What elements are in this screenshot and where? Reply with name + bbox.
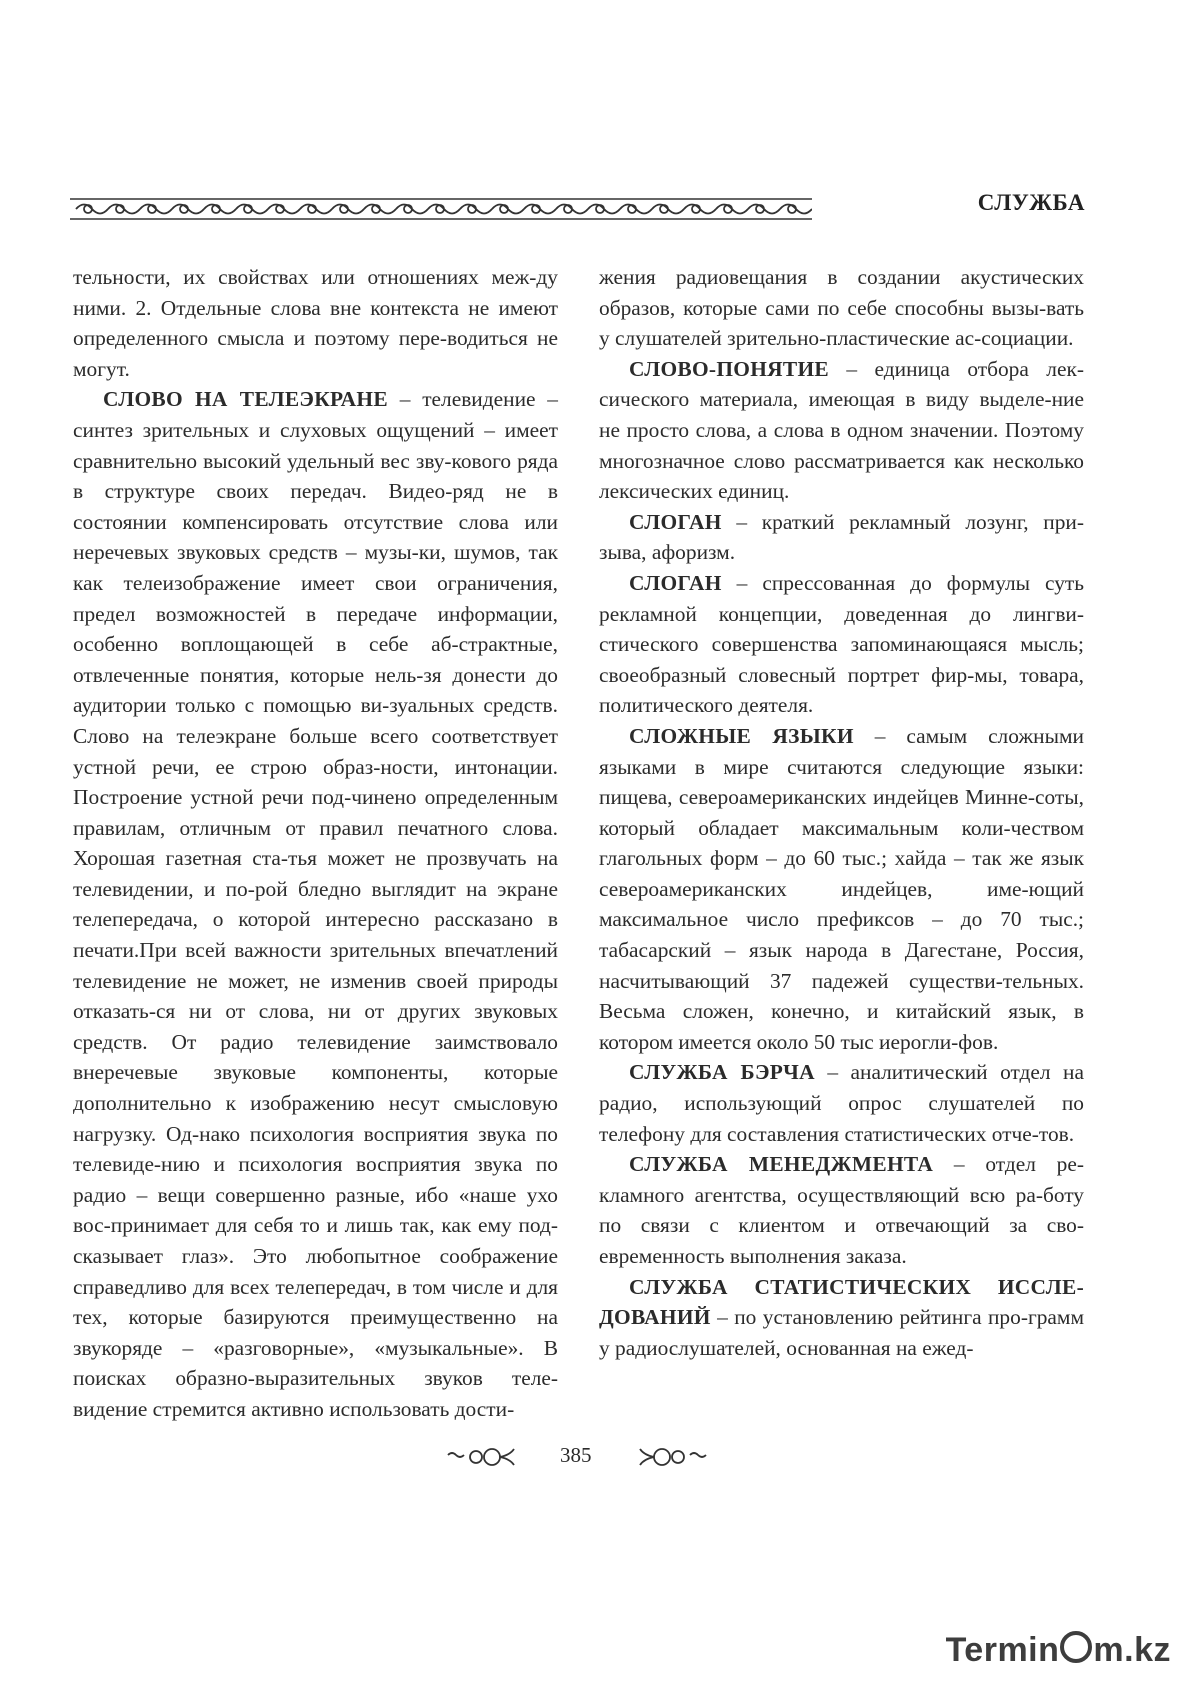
right-column [599, 262, 1084, 1363]
entry-term: СЛОВО-ПОНЯТИЕ [629, 356, 829, 381]
entry-text: – краткий рекламный лозунг, при-зыва, афоризм. [599, 509, 1084, 565]
watermark-globe-icon [1060, 1631, 1092, 1663]
entry-slozhnye-yazyki [599, 721, 1084, 1058]
section-title: СЛУЖБА [977, 190, 1085, 215]
ornament-motif [460, 205, 492, 214]
entry-text: – по установлению рейтинга про-грамм у радиослушателей, основанная на ежед- [599, 1305, 1084, 1360]
entry-text: – телевидение – синтез зрительных и слуховых ощущений – имеет сравнительно высокий удельный вес зву-кового ряда в структуре своих передач. Видео-ряд не в состоянии компенсировать отсутствие слова или неречевых звуковых средств – музы-ки, шумов, так как телеизображение имеет свои ограничения, предел возможностей в передаче информации, особенно воплощающей в себе аб-страктные, отвлеченные понятия, которые нель-зя донести до аудитории только с помощью ви-зуальных средств. Слово на телеэкране больше всего соответствует устной речи, ее строю образ-ности, интонации. Построение устной речи под-чинено определенным правилам, отличным от правил печатного слова. Хорошая газетная ста-тья может не прозвучать на телевидении, и по-рой бледно выглядит на экране телепередача, о которой интересно рассказано в печати.При всей важности зрительных впечатлений телевидение не может, не изменив своей природы отказать-ся ни от слова, ни от других звуковых средств. От радио телевидение заимствовало внеречевые звуковые компоненты, которые дополнительно к изображению несут смысловую нагрузку. Од-нако психология восприятия звука по телевиде-нию и психология восприятия звука по радио – вещи совершенно разные, ибо «наше ухо вос-принимает для себя то и лишь так, как ему под-сказывает глаз». Это любопытное соображение справедливо для всех телепередач, в том числе и для тех, которые базируются преимущественно на звукоряде – «разговорные», «музыкальные». В поисках образно-выразительных звуков теле-видение стремится активно использовать дости- [73, 387, 558, 1421]
ornament-motif [172, 205, 204, 214]
entry-term: СЛУЖБА МЕНЕДЖМЕНТА [629, 1152, 934, 1177]
footer-curl-left-icon [446, 1446, 520, 1468]
entry-term: СЛОЖНЫЕ ЯЗЫКИ [629, 723, 854, 748]
entry-slovo-ponyatie [599, 354, 1084, 507]
entry-term: СЛУЖБА СТАТИСТИЧЕСКИХ ИССЛЕ-ДОВАНИЙ [599, 1274, 1084, 1330]
ornament-motif [108, 205, 140, 214]
ornament-motif [236, 205, 268, 214]
ornament-motif [748, 205, 780, 214]
entry-sluzhba-menedzhmenta [599, 1149, 1084, 1271]
watermark-text-end: m.kz [1093, 1631, 1171, 1669]
entry-text: – отдел ре-кламного агентства, осуществляющий всю ра-боту по связи с клиентом и отвечающий за сво-евременность выполнения заказа. [599, 1152, 1084, 1268]
ornament-motif [620, 205, 652, 214]
paragraph-continuation: тельности, их свойствах или отношениях меж-ду ними. 2. Отдельные слова вне контекста не имеют определенного смысла и поэтому пере-водиться не могут. [73, 265, 558, 381]
entry-slogan-2 [599, 568, 1084, 721]
ornament-motif [588, 205, 620, 214]
ornament-motif [492, 205, 524, 214]
page-header [0, 0, 1191, 240]
entry-slovo-na-teleekrane [73, 384, 558, 1424]
entry-text: – единица отбора лек-сического материала, имеющая в виду выделе-ние не просто слова, а слова в одном значении. Поэтому многозначное слово рассматривается как несколько лексических единиц. [599, 356, 1084, 504]
ornament-border [70, 196, 812, 222]
ornament-motif [364, 205, 396, 214]
ornament-motif [524, 205, 556, 214]
entry-term: СЛОВО НА ТЕЛЕЭКРАНЕ [103, 387, 388, 412]
ornament-motif [268, 205, 300, 214]
paragraph-continuation: жения радиовещания в создании акустических образов, которые сами по себе способны вызы-вать у слушателей зрительно-пластические ас-социации. [599, 265, 1084, 351]
entry-text: – аналитический отдел на радио, использующий опрос слушателей по телефону для составления статистических отче-тов. [599, 1060, 1084, 1146]
footer-curl-right-icon [634, 1446, 708, 1468]
ornament-motif [204, 205, 236, 214]
entry-term: СЛОГАН [629, 570, 722, 595]
ornament-motif [332, 205, 364, 214]
page-number: 385 [560, 1443, 592, 1467]
entry-slogan-1 [599, 507, 1084, 568]
entry-sluzhba-statistiki [599, 1272, 1084, 1364]
ornament-motif [428, 205, 460, 214]
watermark-text-start: Termin [945, 1631, 1060, 1669]
ornament-motif [140, 205, 172, 214]
left-column [73, 262, 558, 1425]
site-watermark [946, 1631, 1171, 1670]
ornament-motif [780, 205, 812, 214]
ornament-motif [76, 205, 108, 214]
ornament-motif [396, 205, 428, 214]
entry-sluzhba-bercha [599, 1057, 1084, 1149]
ornament-motif [652, 205, 684, 214]
ornament-motif [716, 205, 748, 214]
ornament-motif [556, 205, 588, 214]
entry-text: – самым сложными языками в мире считаются следующие языки: пищева, североамериканских индейцев Минне-соты, который обладает максимальным коли-чеством глагольных форм – до 60 тыс.; хайда – так же язык североамериканских индейцев, име-ющий максимальное число префиксов – до 70 тыс.; табасарский – язык народа в Дагестане, Россия, насчитывающий 37 падежей существи-тельных. Весьма сложен, конечно, и китайский язык, в котором имеется около 50 тыс иерогли-фов. [599, 723, 1084, 1054]
entry-text: – спрессованная до формулы суть рекламной концепции, доведенная до лингви-стического совершенства запоминающаяся мысль; своеобразный словесный портрет фир-мы, товара, политического деятеля. [599, 570, 1084, 718]
entry-term: СЛУЖБА БЭРЧА [629, 1060, 815, 1085]
entry-term: СЛОГАН [629, 509, 722, 534]
ornament-motif [300, 205, 332, 214]
ornament-motif [684, 205, 716, 214]
